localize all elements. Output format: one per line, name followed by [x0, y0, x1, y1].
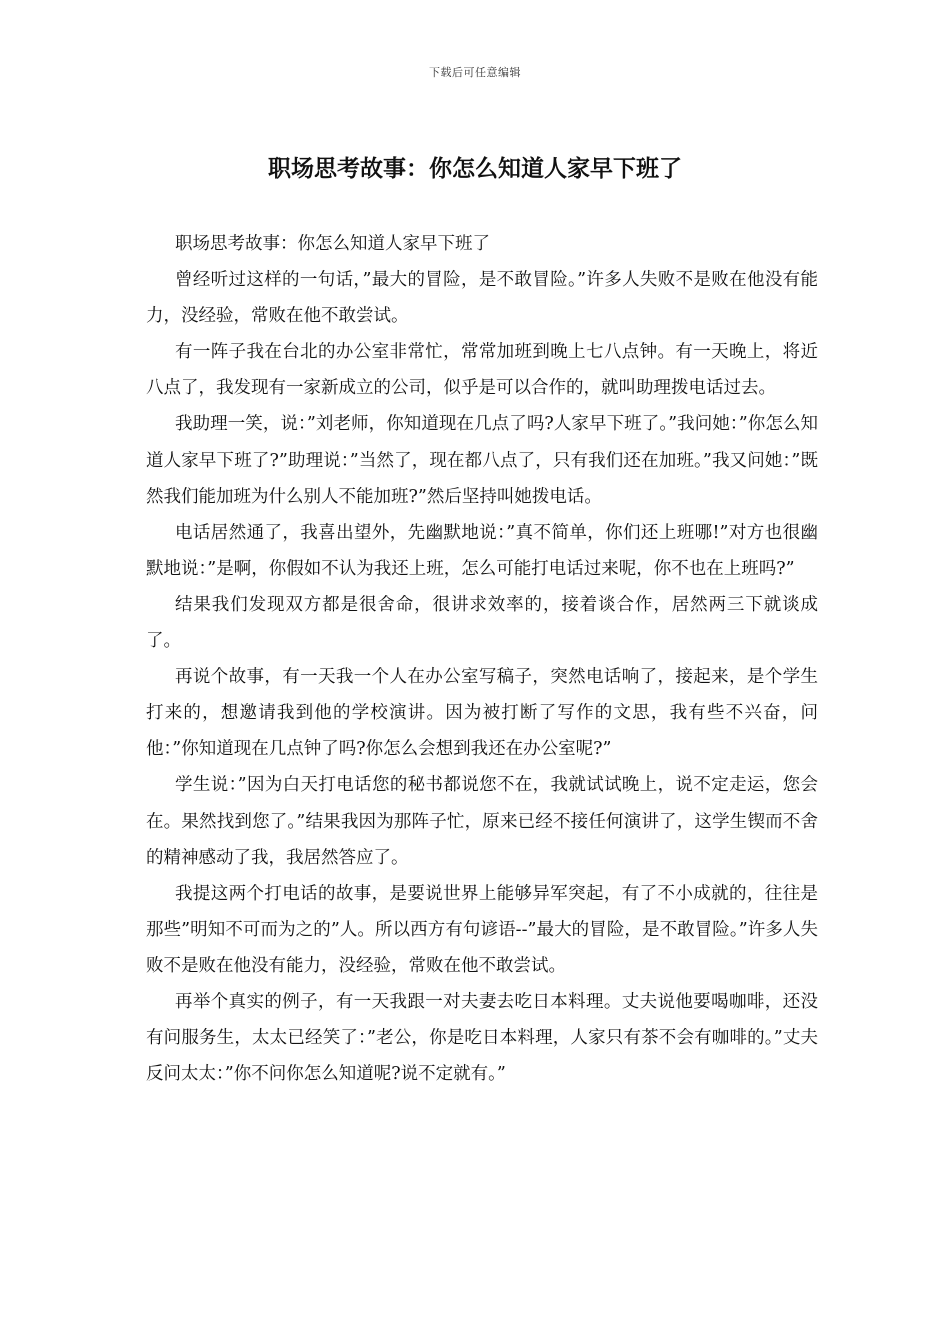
paragraph-6: 结果我们发现双方都是很舍命，很讲求效率的，接着谈合作，居然两三下就谈成了。	[146, 594, 818, 652]
document-title: 职场思考故事：你怎么知道人家早下班了	[268, 156, 682, 182]
paragraph-9: 我提这两个打电话的故事，是要说世界上能够异军突起，有了不小成就的，往往是那些”明知不可而为之的”人。所以西方有句谚语--”最大的冒险，是不敢冒险。”许多人失败不是败在他没有能力，没经验，常败在他不敢尝试。	[146, 883, 818, 976]
paragraph-2: 曾经听过这样的一句话，”最大的冒险，是不敢冒险。”许多人失败不是败在他没有能力，没经验，常败在他不敢尝试。	[146, 270, 818, 327]
document-body	[146, 226, 818, 1092]
paragraph-4: 我助理一笑，说：”刘老师，你知道现在几点了吗?人家早下班了。”我问她：”你怎么知道人家早下班了?”助理说：”当然了，现在都八点了，只有我们还在加班。”我又问她：”既然我们能加班为什么别人不能加班?”然后坚持叫她拨电话。	[146, 414, 818, 507]
paragraph-5: 电话居然通了，我喜出望外，先幽默地说：”真不简单，你们还上班哪!”对方也很幽默地说：”是啊，你假如不认为我还上班，怎么可能打电话过来呢，你不也在上班吗?”	[146, 522, 818, 579]
paragraph-1: 职场思考故事：你怎么知道人家早下班了	[175, 234, 490, 254]
paragraph-7: 再说个故事，有一天我一个人在办公室写稿子，突然电话响了，接起来，是个学生打来的，想邀请我到他的学校演讲。因为被打断了写作的文思，我有些不兴奋，问他：”你知道现在几点钟了吗?你怎么会想到我还在办公室呢?”	[146, 667, 818, 760]
paragraph-8: 学生说：”因为白天打电话您的秘书都说您不在，我就试试晚上，说不定走运，您会在。果然找到您了。”结果我因为那阵子忙，原来已经不接任何演讲了，这学生锲而不舍的精神感动了我，我居然答应了。	[146, 775, 818, 868]
paragraph-3: 有一阵子我在台北的办公室非常忙，常常加班到晚上七八点钟。有一天晚上，将近八点了，我发现有一家新成立的公司，似乎是可以合作的，就叫助理拨电话过去。	[146, 342, 818, 399]
header-note: 下载后可任意编辑	[429, 66, 521, 79]
paragraph-10: 再举个真实的例子，有一天我跟一对夫妻去吃日本料理。丈夫说他要喝咖啡，还没有问服务生，太太已经笑了：”老公，你是吃日本料理，人家只有茶不会有咖啡的。”丈夫反问太太：”你不问你怎么知道呢?说不定就有。”	[146, 991, 818, 1085]
